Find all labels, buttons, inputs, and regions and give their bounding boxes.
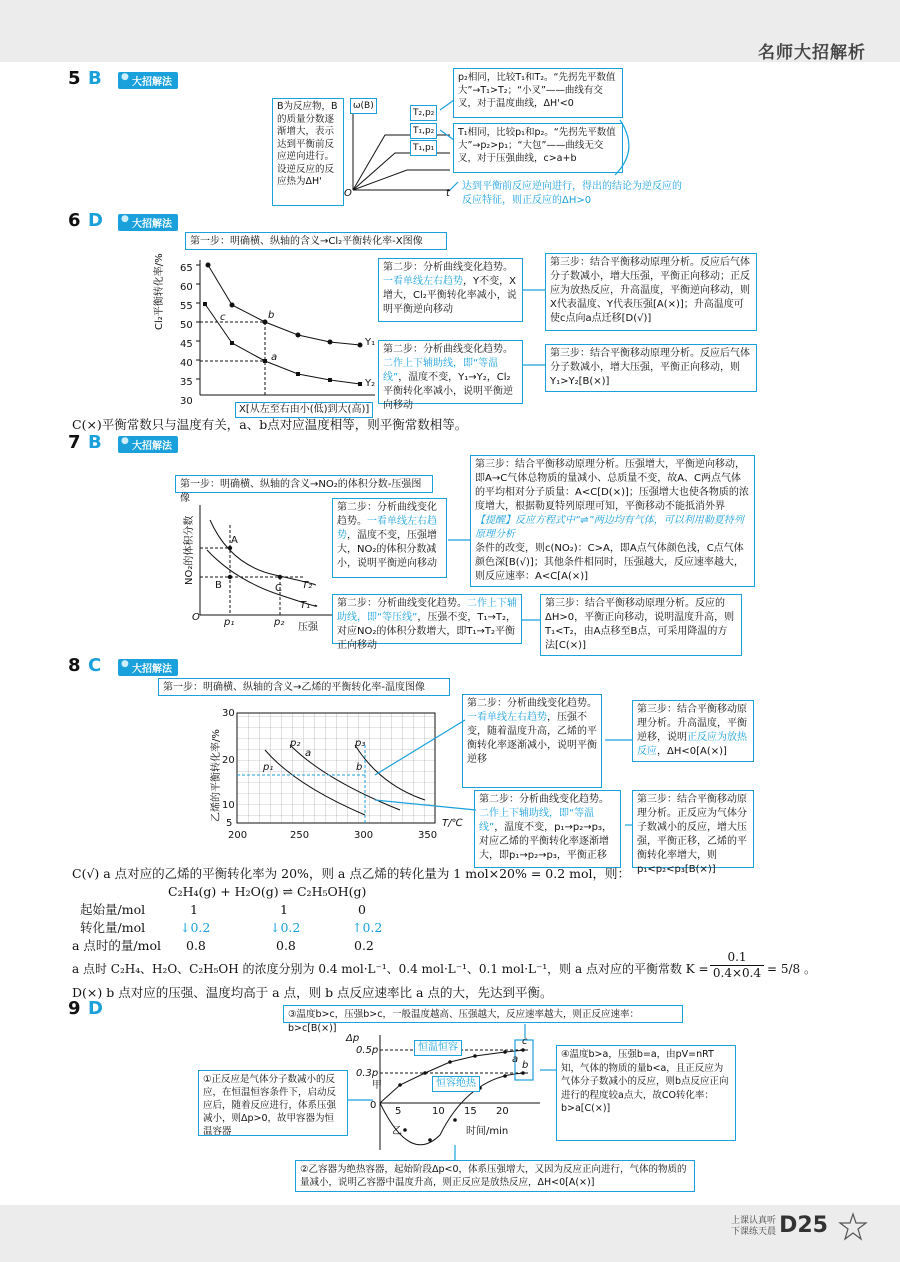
q7-step3b: 第三步：结合平衡移动原理分析。反应的ΔH>0，平衡正向移动，说明温度升高，则T₁<T₂，由A点移至B点，可采用降温的方法[C(×)] <box>540 594 742 656</box>
q8-y-tick-20: 20 <box>222 755 235 766</box>
q8-x-label: T/℃ <box>442 818 463 829</box>
q6-step2a: 第二步：分析曲线变化趋势。一看单线左右趋势，Y不变，X增大，Cl₂平衡转化率减小，说明平衡逆向移动 <box>378 258 523 322</box>
q8-row-label-2: 转化量/mol <box>80 920 146 935</box>
q7-y-label: NO₂的体积分数 <box>184 515 195 585</box>
q6-step1: 第一步：明确横、纵轴的含义→Cl₂平衡转化率-X图像 <box>185 232 447 250</box>
q5-left-note: B为反应物，B的质量分数逐渐增大，表示达到平衡前反应逆向进行。设逆反应的反应热为ΔH' <box>272 98 344 206</box>
q7-origin: O <box>192 612 200 623</box>
q6-step2b: 第二步：分析曲线变化趋势。二作上下辅助线，即“等温线”，温度不变，Y₁→Y₂，Cl₂平衡转化率减小，说明平衡逆向移动 <box>378 340 523 404</box>
q8-series-p3: p₃ <box>355 738 366 749</box>
q9-point-c: c <box>522 1036 528 1047</box>
q6-number: 6 <box>68 210 81 231</box>
q6-series-y1: Y₁ <box>365 337 376 348</box>
q9-series-jia: 甲 <box>372 1080 382 1091</box>
q7-tip: 【提醒】反应方程式中“⇌”两边均有气体，可以利用勒夏特列原理分析 <box>475 515 744 540</box>
q8-answer: C <box>88 655 102 676</box>
q9-x-tick-10: 10 <box>432 1106 445 1117</box>
q5-origin: O <box>344 188 352 199</box>
q8-y-tick-30: 30 <box>222 708 235 719</box>
q7-answer: B <box>88 432 102 453</box>
q8-row1-v1: 1 <box>190 902 198 917</box>
q9-point-a: a <box>512 1054 519 1065</box>
q9-note4: ④温度b>a，压强b=a，由pV=nRT知，气体的物质的量b<a，且正反应为气体分子数减小的反应，则b点反应正向进行的程度较a点大，故CO转化率：b>a[C(×)] <box>556 1045 736 1141</box>
footer-slogan: 上课认真听 下课练天晨 <box>730 1216 776 1237</box>
q9-series-yi: 乙 <box>392 1126 402 1137</box>
q7-series-t1: T₁ <box>300 600 311 611</box>
q7-point-c: C <box>275 583 282 594</box>
q9-y-tick-05p: 0.5p <box>356 1045 379 1056</box>
q7-step3a: 第三步：结合平衡移动原理分析。压强增大，平衡逆向移动，即A→C气体总物质的量减小、总质量不变，故A、C两点气体的平均相对分子质量：A<C[D(×)]；压强增大也使各物质的浓度增大，根据勒夏特列原理可知，平衡移动不能抵消外界 【提醒】反应方程式中“⇌”两边均有气体，可以利用勒夏特列原理分析 条件的改变，则c(NO₂)：C>A，即A点气体颜色浅，C点气体颜色深[B(√)]；其他条件相同时，压强越大，反应速率越大，则反应速率：A<C[A(×)] <box>470 455 755 587</box>
q7-x-tick-p1: p₁ <box>224 617 235 628</box>
q8-row3-v1: 0.8 <box>186 938 206 953</box>
q6-point-b: b <box>268 310 275 321</box>
q9-y-label: Δp <box>346 1033 360 1044</box>
q5-curve-label-1: T₂,p₂ <box>410 105 437 121</box>
q8-d-line: D(×) b 点对应的压强、温度均高于 a 点，则 b 点反应速率比 a 点的大，先达到平衡。 <box>72 985 553 1000</box>
q6-point-a: a <box>271 352 278 363</box>
q8-step2a: 第二步：分析曲线变化趋势。一看单线左右趋势，压强不变，随着温度升高，乙烯的平衡转化率逐渐减小，说明平衡逆移 <box>462 694 602 788</box>
q7-step2b: 第二步：分析曲线变化趋势。二作上下辅助线，即“等压线”，压强不变，T₁→T₂，对应NO₂的体积分数增大，即T₁→T₂平衡正向移动 <box>332 594 522 644</box>
q8-point-b: b <box>356 762 363 773</box>
q8-method-tag: ● 大招解法 <box>118 659 178 676</box>
q9-note3: ③温度b>c，压强b>c，一般温度越高、压强越大，反应速率越大，则正反应速率：b>c[B(×)] <box>283 1005 683 1023</box>
q7-number: 7 <box>68 432 81 453</box>
q9-y-tick-03p: 0.3p <box>356 1068 379 1079</box>
q9-number: 9 <box>68 998 81 1019</box>
q9-x-tick-5: 5 <box>395 1106 402 1117</box>
q6-x-label: X[从左至右由小(低)到大(高)] <box>235 402 373 418</box>
q8-step3b: 第三步：结合平衡移动原理分析。正反应为气体分子数减小的反应，增大压强，平衡正移，乙烯的平衡转化率增大，则p₁<p₂<p₃[B(×)] <box>632 790 754 868</box>
q9-origin: 0 <box>370 1100 377 1111</box>
q9-answer: D <box>88 998 103 1019</box>
q5-method-tag: ● 大招解法 <box>118 72 178 89</box>
q8-k-fraction: 0.1 0.4×0.4 <box>710 950 764 981</box>
q8-point-a: a <box>305 748 312 759</box>
q6-answer: D <box>88 210 103 231</box>
q8-row3-v3: 0.2 <box>354 938 374 953</box>
q5-number: 5 <box>68 68 81 89</box>
q7-x-tick-p2: p₂ <box>274 617 285 628</box>
q6-series-y2: Y₂ <box>365 378 376 389</box>
q9-x-tick-15: 15 <box>464 1106 477 1117</box>
q7-step2a: 第二步：分析曲线变化趋势。一看单线左右趋势，温度不变，压强增大，NO₂的体积分数减小，说明平衡逆向移动 <box>332 498 447 578</box>
mascot-star-icon <box>838 1212 868 1242</box>
q8-series-p1: p₁ <box>263 762 274 773</box>
q6-step3b: 第三步：结合平衡移动原理分析。反应后气体分子数减小，增大压强，平衡正向移动，则Y₁>Y₂[B(×)] <box>545 344 757 392</box>
q8-row2-v2: ↓0.2 <box>270 920 301 935</box>
q8-k-line: a 点时 C₂H₄、H₂O、C₂H₅OH 的浓度分别为 0.4 mol·L⁻¹、0.4 mol·L⁻¹、0.1 mol·L⁻¹，则 a 点对应的平衡常数 K = <box>72 962 709 976</box>
q5-note-mid: T₁相同，比较p₁和p₂。“先拐先平数值大”→p₂>p₁；“大包”——曲线无交叉，对于压强曲线，c>a+b <box>453 123 623 173</box>
q6-point-c: c <box>220 312 226 323</box>
q9-x-label: 时间/min <box>466 1126 509 1137</box>
q8-k-result: = 5/8 。 <box>767 962 816 976</box>
q7-step1: 第一步：明确横、纵轴的含义→NO₂的体积分数-压强图像 <box>175 475 433 493</box>
q6-graph <box>160 250 380 410</box>
q5-curve-label-2: T₁,p₂ <box>410 123 437 139</box>
q8-row1-v3: 0 <box>358 902 366 917</box>
q6-method-tag: ● 大招解法 <box>118 214 178 231</box>
q7-graph <box>185 495 335 625</box>
q8-row1-v2: 1 <box>280 902 288 917</box>
q5-note-bottom: 达到平衡前反应逆向进行，得出的结论为逆反应的反应特征，则正反应的ΔH>0 <box>462 181 682 206</box>
header-title: 名师大招解析 <box>758 43 866 63</box>
q5-arrows <box>440 100 640 200</box>
q5-answer: B <box>88 68 102 89</box>
q8-equation: C₂H₄(g) + H₂O(g) ⇌ C₂H₅OH(g) <box>168 884 367 899</box>
q8-y-label: 乙烯的平衡转化率/% <box>211 729 222 822</box>
q8-arrows <box>370 715 640 835</box>
q8-c-line: C(√) a 点对应的乙烯的平衡转化率为 20%，则 a 点乙烯的转化量为 1 mol×20% = 0.2 mol，则： <box>72 866 631 881</box>
q8-x-tick-300: 300 <box>354 830 374 841</box>
q6-y-ticks: 65 60 55 50 45 40 35 30 <box>180 263 193 407</box>
q9-x-tick-20: 20 <box>496 1106 509 1117</box>
q8-number: 8 <box>68 655 81 676</box>
q6-step3a: 第三步：结合平衡移动原理分析。反应后气体分子数减小，增大压强，平衡正向移动；正反应为放热反应，升高温度，平衡逆向移动，则X代表温度、Y代表压强[A(×)]；升高温度可使c点向a点迁移[D(√)] <box>545 253 757 331</box>
q8-row-label-1: 起始量/mol <box>80 902 146 917</box>
q8-row2-v1: ↓0.2 <box>180 920 211 935</box>
q9-arrows <box>345 1020 560 1170</box>
q6-conclusion: C(×)平衡常数只与温度有关，a、b点对应温度相等，则平衡常数相等。 <box>72 417 468 432</box>
q8-step1: 第一步：明确横、纵轴的含义→乙烯的平衡转化率-温度图像 <box>158 678 450 696</box>
q8-x-tick-200: 200 <box>228 830 248 841</box>
q5-x-label: t <box>446 188 450 199</box>
q8-series-p2: p₂ <box>290 738 301 749</box>
q8-y-tick-10: 10 <box>222 800 235 811</box>
q9-label-hengwen: 恒温恒容 <box>414 1040 462 1056</box>
q9-note1: ①正反应是气体分子数减小的反应，在恒温恒容条件下，启动反应后，随着反应进行，体系压强减小，则Δp>0，故甲容器为恒温容器 <box>198 1070 348 1136</box>
q5-curve-label-3: T₁,p₁ <box>410 140 437 156</box>
q8-step3a: 第三步：结合平衡移动原理分析。升高温度，平衡逆移，说明正反应为放热反应，ΔH<0[A(×)] <box>632 700 754 762</box>
q8-x-tick-250: 250 <box>290 830 310 841</box>
q7-point-a: A <box>231 535 238 546</box>
q7-method-tag: ● 大招解法 <box>118 436 178 453</box>
q5-y-label: ω(B) <box>350 98 377 114</box>
q8-y-tick-5: 5 <box>226 818 233 829</box>
q5-note-top: p₂相同，比较T₁和T₂。“先拐先平数值大”→T₁>T₂；“小叉”——曲线有交叉，对于温度曲线，ΔH'<0 <box>453 68 623 118</box>
q9-note2: ②乙容器为绝热容器，起始阶段Δp<0，体系压强增大，又因为反应正向进行，气体的物质的量减小，说明乙容器中温度升高，则正反应是放热反应，ΔH<0[A(×)] <box>295 1160 695 1192</box>
q9-label-jueshe: 恒容绝热 <box>432 1076 480 1092</box>
q7-x-label: 压强 <box>298 622 318 633</box>
q8-row-label-3: a 点时的量/mol <box>72 938 162 953</box>
q8-x-tick-350: 350 <box>418 830 438 841</box>
q7-arrows <box>445 500 545 630</box>
q7-series-t2: T₂ <box>302 580 313 591</box>
q7-point-b: B <box>215 580 222 591</box>
q9-point-b: b <box>522 1060 529 1071</box>
page-number: D25 <box>779 1213 828 1238</box>
q6-y-label: Cl₂平衡转化率/% <box>154 253 165 330</box>
q8-row3-v2: 0.8 <box>276 938 296 953</box>
q8-step2b: 第二步：分析曲线变化趋势。二作上下辅助线，即“等温线”，温度不变，p₁→p₂→p₃，对应乙烯的平衡转化率逐渐增大，即p₁→p₂→p₃，平衡正移 <box>474 790 621 868</box>
q6-arrows <box>520 280 550 380</box>
q8-row2-v3: ↑0.2 <box>352 920 383 935</box>
